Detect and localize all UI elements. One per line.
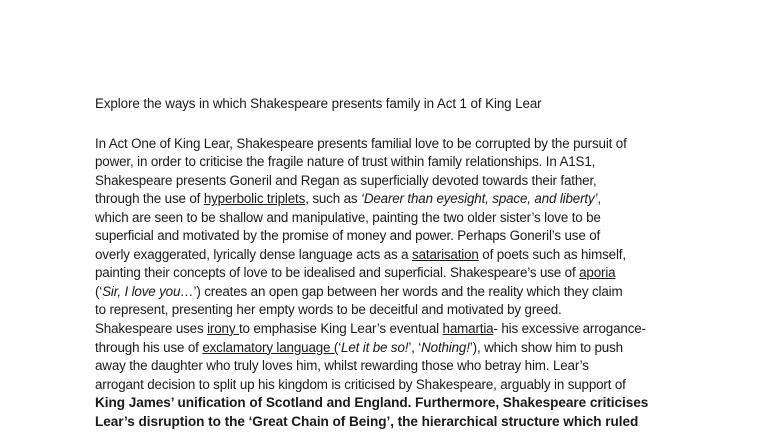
text-run: power, in order to criticise the fragile nature of trust within family relationships. In A1S1, bbox=[95, 154, 596, 170]
underlined-term: hamartia bbox=[442, 320, 494, 336]
text-run: ’), which show him to push bbox=[469, 339, 623, 355]
text-line bbox=[95, 320, 775, 339]
text-run: - his excessive arrogance- bbox=[493, 320, 646, 336]
text-line bbox=[95, 283, 775, 302]
text-run: through his use of bbox=[95, 339, 203, 355]
text-run: ’) creates an open gap between her words and the reality which they claim bbox=[193, 283, 623, 299]
text-run: superficial and motivated by the promise of money and power. Perhaps Goneril’s use of bbox=[95, 228, 601, 244]
text-run: Lear’s disruption to the ‘Great Chain of Being’, the hierarchical structure which ruled bbox=[95, 413, 639, 429]
underlined-term: exclamatory language ( bbox=[202, 339, 339, 355]
essay-body bbox=[95, 135, 775, 432]
text-line bbox=[95, 227, 775, 246]
text-run: to emphasise King Lear’s eventual bbox=[238, 320, 443, 336]
text-run: ‘ bbox=[338, 339, 342, 355]
text-run: Shakespeare presents Goneril and Regan as superficially devoted towards their father, bbox=[95, 172, 597, 188]
text-run: , such as bbox=[305, 191, 361, 207]
text-line bbox=[95, 376, 775, 395]
text-run: In Act One of King Lear, Shakespeare presents familial love to be corrupted by the pursuit of bbox=[95, 135, 627, 151]
text-run: arrogant decision to split up his kingdom is criticised by Shakespeare, arguably in support of bbox=[95, 376, 626, 392]
text-run: Shakespeare uses bbox=[95, 320, 208, 336]
text-run: to represent, presenting her empty words to be deceitful and motivated by greed. bbox=[95, 302, 562, 318]
text-line bbox=[95, 264, 775, 283]
underlined-term: aporia bbox=[579, 265, 616, 281]
text-run: through the use of bbox=[95, 191, 204, 207]
text-run: which are seen to be shallow and manipulative, painting the two older sister’s love to be bbox=[95, 209, 601, 225]
text-run: away the daughter who truly loves him, whilst rewarding those who betray him. Lear’s bbox=[95, 358, 589, 374]
underlined-term: hyperbolic triplets bbox=[203, 191, 306, 207]
text-run: of poets such as himself, bbox=[478, 246, 626, 262]
quotation: Let it be so! bbox=[341, 339, 409, 355]
text-line bbox=[95, 339, 775, 358]
text-line bbox=[95, 413, 775, 432]
text-line bbox=[95, 209, 775, 228]
text-run: (‘ bbox=[95, 283, 103, 299]
text-line bbox=[95, 190, 775, 209]
quotation: Nothing! bbox=[421, 339, 470, 355]
underlined-term: irony bbox=[207, 320, 239, 336]
text-run: painting their concepts of love to be idealised and superficial. Shakespeare’s use of bbox=[95, 265, 580, 281]
underlined-term: satarisation bbox=[412, 246, 479, 262]
text-run: overly exaggerated, lyrically dense language acts as a bbox=[95, 246, 413, 262]
text-line bbox=[95, 394, 775, 413]
quotation: Sir, I love you… bbox=[102, 283, 194, 299]
text-run: King James’ unification of Scotland and England. Furthermore, Shakespeare criticises bbox=[95, 395, 649, 411]
text-line bbox=[95, 153, 775, 172]
text-run: ’, ‘ bbox=[408, 339, 422, 355]
text-line bbox=[95, 172, 775, 191]
text-line bbox=[95, 246, 775, 265]
quotation: ‘Dearer than eyesight, space, and liberty’ bbox=[361, 191, 598, 207]
text-run: , bbox=[597, 191, 601, 207]
text-line bbox=[95, 135, 775, 154]
text-line bbox=[95, 357, 775, 376]
essay-title: Explore the ways in which Shakespeare presents family in Act 1 of King Lear bbox=[95, 96, 542, 111]
text-line bbox=[95, 301, 775, 320]
